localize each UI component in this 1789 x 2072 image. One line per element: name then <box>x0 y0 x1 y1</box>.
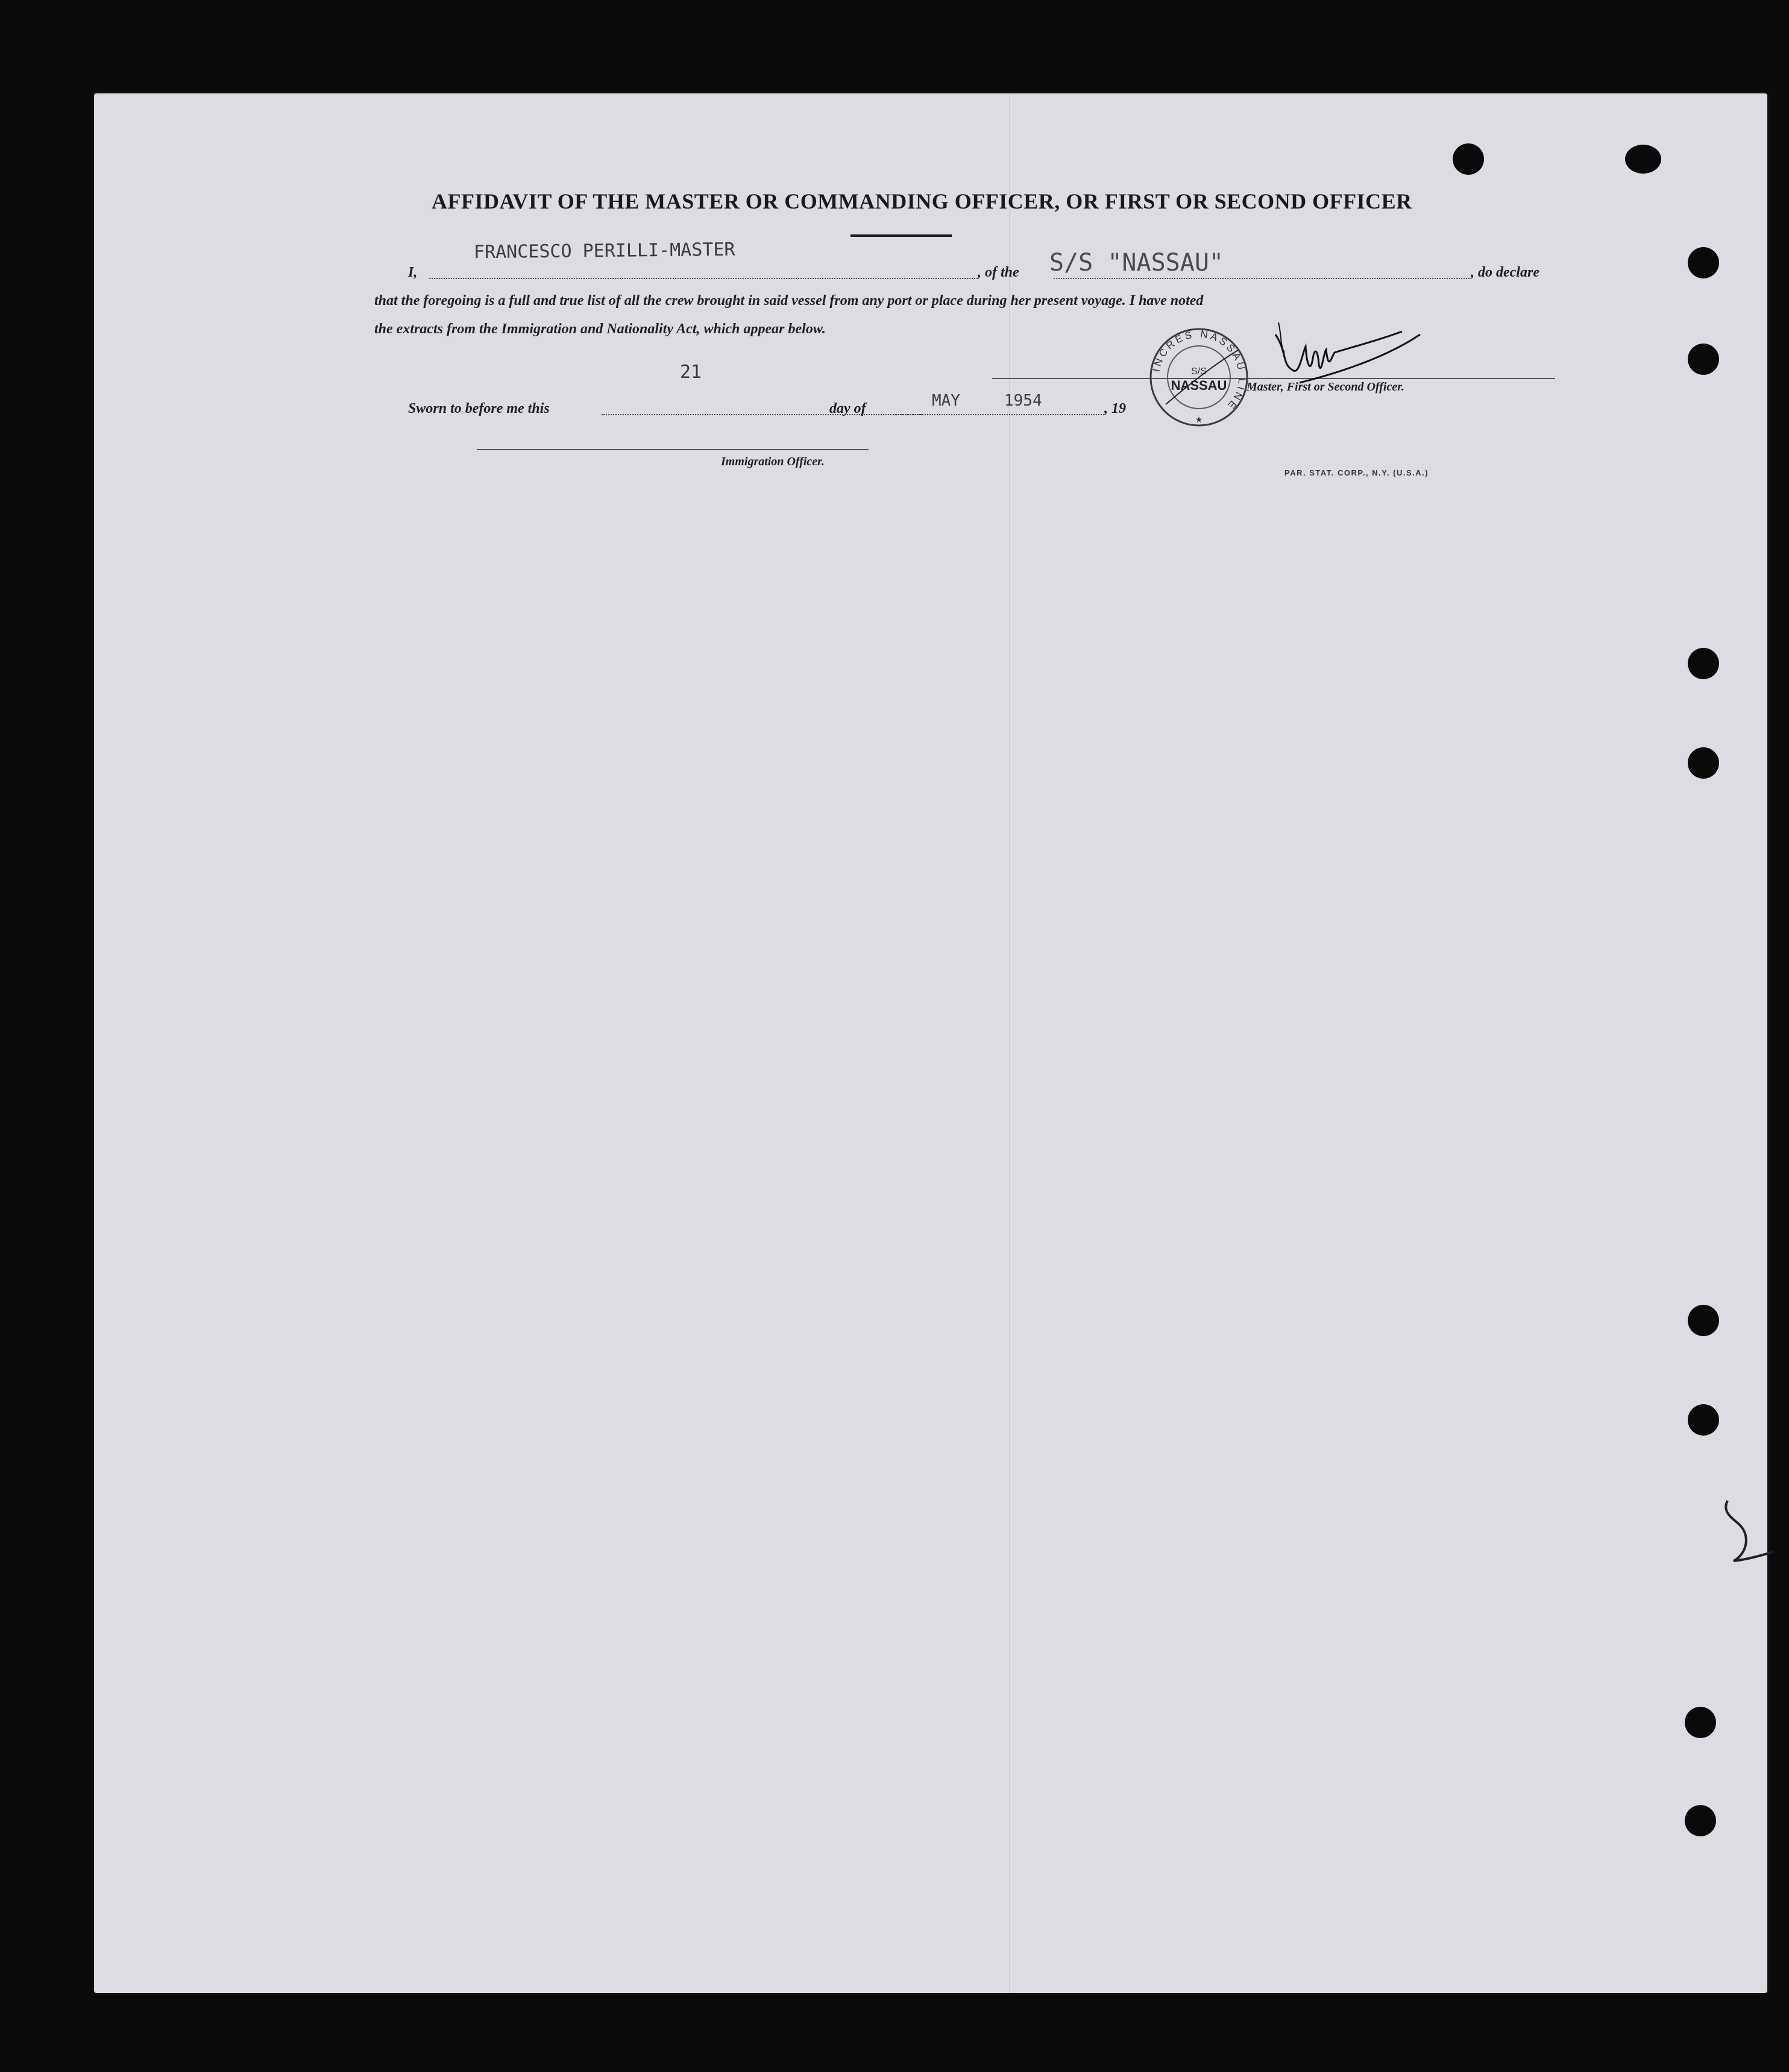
master-signature <box>1263 316 1517 401</box>
punch-hole <box>1688 344 1719 375</box>
punch-hole <box>1688 247 1719 278</box>
punch-hole <box>1685 1805 1716 1836</box>
printer-imprint: PAR. STAT. CORP., N.Y. (U.S.A.) <box>1284 468 1429 477</box>
punch-hole <box>1685 1707 1716 1738</box>
day-blank <box>602 414 922 415</box>
sworn-prefix: Sworn to before me this <box>408 401 550 416</box>
svg-text:NASSAU: NASSAU <box>1171 378 1227 393</box>
typed-vessel-name: S/S "NASSAU" <box>1049 249 1224 277</box>
punch-hole <box>1453 143 1484 175</box>
typed-year: 1954 <box>1004 392 1042 410</box>
punch-hole <box>1688 1404 1719 1436</box>
ship-line-stamp <box>1148 326 1250 429</box>
day-of-label: day of <box>829 401 866 416</box>
line1-suffix: , do declare <box>1471 265 1539 280</box>
month-blank <box>893 414 1104 415</box>
vessel-blank <box>1054 278 1470 279</box>
punch-hole <box>1688 747 1719 779</box>
punch-hole <box>1625 145 1661 174</box>
title-underline <box>850 234 952 237</box>
declaration-line-2: that the foregoing is a full and true list of all the crew brought in said vessel from any port or place during her present voyage. I have noted <box>374 293 1204 309</box>
name-blank <box>429 278 978 279</box>
year-label: , 19 <box>1104 401 1126 416</box>
punch-hole <box>1688 648 1719 679</box>
officer-caption: Immigration Officer. <box>721 455 825 468</box>
svg-text:★: ★ <box>1195 416 1203 425</box>
signature-caption: Master, First or Second Officer. <box>1247 380 1404 394</box>
punch-hole <box>1688 1305 1719 1336</box>
document-title: AFFIDAVIT OF THE MASTER OR COMMANDING OFFICER, OR FIRST OR SECOND OFFICER <box>432 189 1412 213</box>
line1-middle: , of the <box>978 265 1019 280</box>
typed-month: MAY <box>932 392 960 410</box>
margin-pencil-mark <box>1715 1489 1782 1573</box>
immigration-officer-line <box>477 449 869 450</box>
svg-text:S/S: S/S <box>1191 366 1207 377</box>
line1-prefix: I, <box>408 265 418 280</box>
svg-text:INCRES NASSAU LINE: INCRES NASSAU LINE <box>1150 328 1248 413</box>
affidavit-page <box>94 93 1767 1993</box>
typed-day: 21 <box>680 362 702 383</box>
declaration-line-3: the extracts from the Immigration and Nationality Act, which appear below. <box>374 321 826 337</box>
typed-master-name: FRANCESCO PERILLI-MASTER <box>473 239 735 263</box>
